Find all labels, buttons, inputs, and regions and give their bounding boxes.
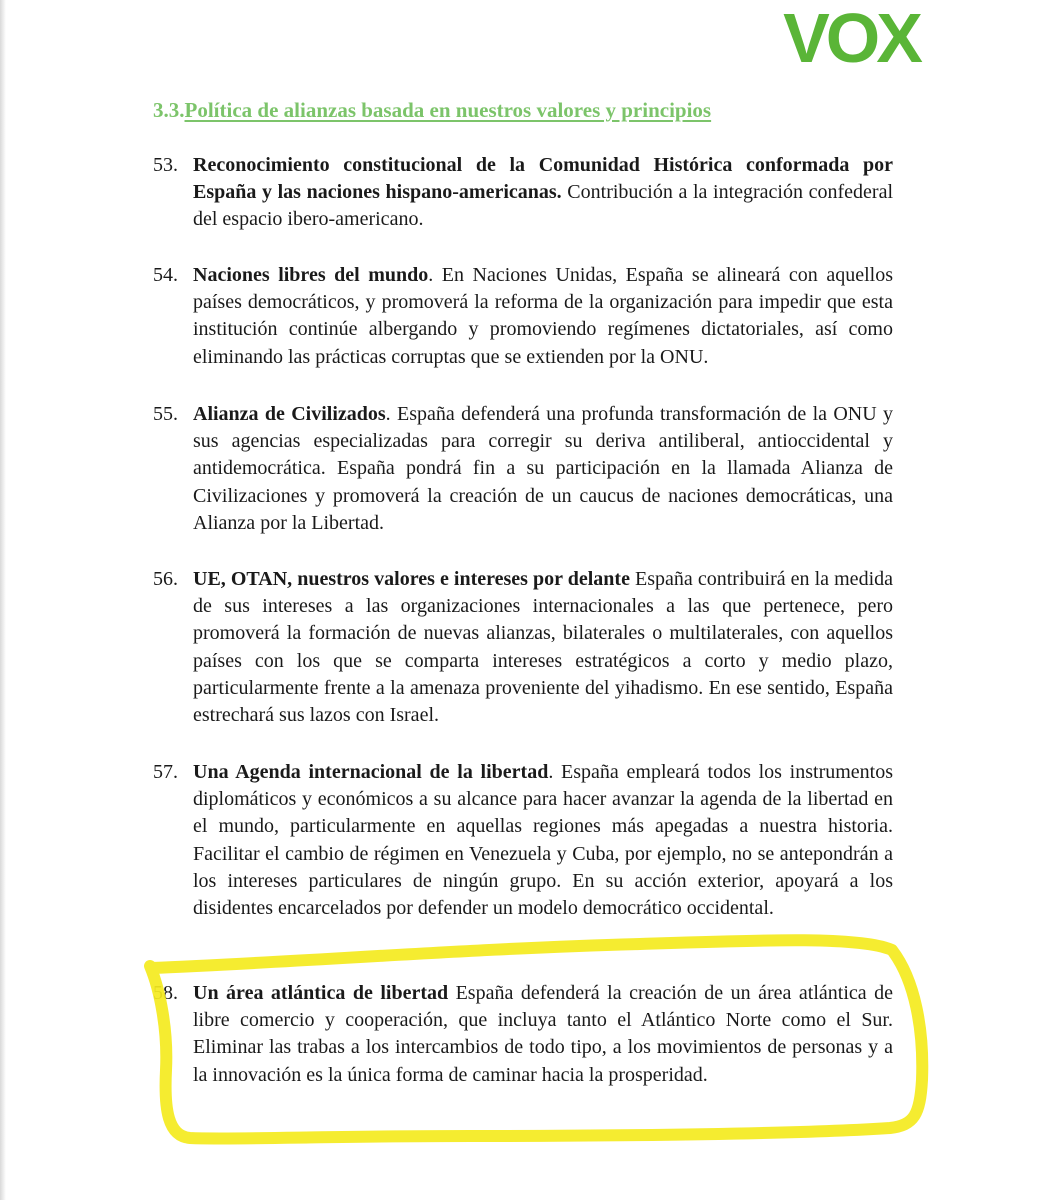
item-number: 57. <box>153 761 178 783</box>
list-item <box>153 401 893 537</box>
item-content <box>193 980 893 1089</box>
item-number: 56. <box>153 568 178 590</box>
list-item <box>153 262 893 371</box>
item-content <box>193 401 893 537</box>
item-body: Contribución a la integración confederal del espacio ibero-americano. <box>193 181 893 231</box>
vox-logo <box>776 6 926 70</box>
item-body: . España empleará todos los instrumentos diplomáticos y económicos a su alcance para hacer avanzar la agenda de la libertad en el mundo, particularmente en aquellas regiones más apegadas a nuestra historia. Facilitar el cambio de régimen en Venezuela y Cuba, por ejemplo, no se antepondrán a los intereses particulares de ningún grupo. En su acción exterior, apoyará a los disidentes encarcelados por defender un modelo democrático occidental. <box>193 761 893 920</box>
item-number: 54. <box>153 264 178 286</box>
item-body: . España defenderá una profunda transformación de la ONU y sus agencias especializadas para corregir su deriva antiliberal, antioccidental y antidemocrática. España pondrá fin a su participación en la llamada Alianza de Civilizaciones y promoverá la creación de un caucus de naciones democráticas, una Alianza por la Libertad. <box>193 403 893 534</box>
item-lead: Alianza de Civilizados <box>193 403 386 425</box>
item-lead: Una Agenda internacional de la libertad <box>193 761 549 783</box>
item-content <box>193 759 893 922</box>
item-content <box>193 152 893 234</box>
item-lead: Reconocimiento constitucional de la Comunidad Histórica conformada por España y las naciones hispano-americanas. <box>193 154 893 204</box>
list-item <box>153 152 893 234</box>
list-item <box>153 566 893 729</box>
item-lead: UE, OTAN, nuestros valores e intereses por delante <box>193 568 630 590</box>
item-number: 58. <box>153 982 178 1004</box>
section-heading <box>153 98 711 123</box>
item-content <box>193 262 893 371</box>
item-number: 55. <box>153 403 178 425</box>
item-body: España defenderá la creación de un área atlántica de libre comercio y cooperación, que incluya tanto el Atlántico Norte como el Sur. Eliminar las trabas a los intercambios de todo tipo, a los movimientos de personas y a la innovación es la única forma de caminar hacia la prosperidad. <box>193 982 893 1086</box>
vox-logo-svg <box>776 6 926 70</box>
item-number: 53. <box>153 154 178 176</box>
section-title: Política de alianzas basada en nuestros valores y principios <box>184 98 712 122</box>
item-lead: Naciones libres del mundo <box>193 264 429 286</box>
page-edge-shadow <box>0 0 6 1200</box>
list-item <box>153 759 893 922</box>
vox-logo-text: VOX <box>783 6 919 70</box>
item-body: . En Naciones Unidas, España se alineará con aquellos países democráticos, y promoverá la reforma de la organización para impedir que esta institución continúe albergando y promoviendo regímenes dictatoriales, así como eliminando las prácticas corruptas que se extienden por la ONU. <box>193 264 893 368</box>
item-content <box>193 566 893 729</box>
item-body: España contribuirá en la medida de sus intereses a las organizaciones internacionales a las que pertenece, pero promoverá la formación de nuevas alianzas, bilaterales o multilaterales, con aquellos países con los que se comparta intereses estratégicos a corto y medio plazo, particularmente frente a la amenaza proveniente del yihadismo. En ese sentido, España estrechará sus lazos con Israel. <box>193 568 893 727</box>
item-lead: Un área atlántica de libertad <box>193 982 449 1004</box>
list-item <box>153 980 893 1089</box>
section-number: 3.3. <box>153 98 185 122</box>
